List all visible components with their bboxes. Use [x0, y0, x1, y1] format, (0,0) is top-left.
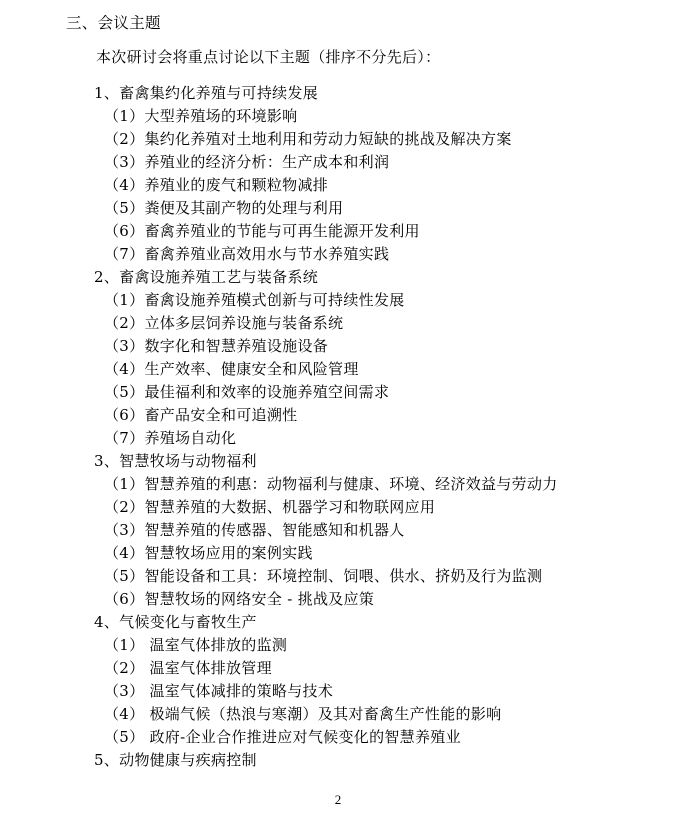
topic-3-item-2: （2）智慧养殖的大数据、机器学习和物联网应用 [104, 498, 436, 516]
topic-2-item-2: （2）立体多层饲养设施与装备系统 [104, 314, 344, 332]
topic-2-item-1: （1）畜禽设施养殖模式创新与可持续性发展 [104, 291, 405, 309]
topic-4-item-3: （3） 温室气体减排的策略与技术 [104, 682, 334, 700]
topic-4-item-1: （1） 温室气体排放的监测 [104, 636, 288, 654]
topic-1-item-3: （3）养殖业的经济分析：生产成本和利润 [104, 153, 390, 171]
topic-1-item-5: （5）粪便及其副产物的处理与利用 [104, 199, 344, 217]
topic-2-title: 2、畜禽设施养殖工艺与装备系统 [94, 268, 319, 286]
topic-4-title: 4、气候变化与畜牧生产 [94, 613, 257, 631]
topic-1-item-4: （4）养殖业的废气和颗粒物减排 [104, 176, 329, 194]
topic-1-item-1: （1）大型养殖场的环境影响 [104, 107, 298, 125]
topic-1-title: 1、畜禽集约化养殖与可持续发展 [94, 84, 319, 102]
topic-4-item-5: （5） 政府-企业合作推进应对气候变化的智慧养殖业 [104, 728, 461, 746]
topic-5-title: 5、动物健康与疾病控制 [94, 751, 257, 769]
page-number: 2 [334, 792, 342, 807]
topic-4-item-2: （2） 温室气体排放管理 [104, 659, 272, 677]
topic-4-item-4: （4） 极端气候（热浪与寒潮）及其对畜禽生产性能的影响 [104, 705, 502, 723]
topic-1-item-6: （6）畜禽养殖业的节能与可再生能源开发利用 [104, 222, 420, 240]
topic-3-item-6: （6）智慧牧场的网络安全 - 挑战及应策 [104, 590, 375, 608]
topic-2-item-7: （7）养殖场自动化 [104, 429, 237, 447]
topic-2-item-6: （6）畜产品安全和可追溯性 [104, 406, 298, 424]
topic-3-title: 3、智慧牧场与动物福利 [94, 452, 257, 470]
topic-1-item-7: （7）畜禽养殖业高效用水与节水养殖实践 [104, 245, 390, 263]
topic-3-item-4: （4）智慧牧场应用的案例实践 [104, 544, 313, 562]
topic-3-item-5: （5）智能设备和工具：环境控制、饲喂、供水、挤奶及行为监测 [104, 567, 543, 585]
section-title: 三、会议主题 [66, 14, 161, 32]
topic-1-item-2: （2）集约化养殖对土地利用和劳动力短缺的挑战及解决方案 [104, 130, 512, 148]
topic-2-item-5: （5）最佳福利和效率的设施养殖空间需求 [104, 383, 390, 401]
topic-2-item-3: （3）数字化和智慧养殖设施设备 [104, 337, 329, 355]
topic-3-item-1: （1）智慧养殖的利惠：动物福利与健康、环境、经济效益与劳动力 [104, 475, 558, 493]
topic-2-item-4: （4）生产效率、健康安全和风险管理 [104, 360, 359, 378]
section-intro: 本次研讨会将重点讨论以下主题（排序不分先后）： [96, 48, 441, 66]
topic-3-item-3: （3）智慧养殖的传感器、智能感知和机器人 [104, 521, 405, 539]
